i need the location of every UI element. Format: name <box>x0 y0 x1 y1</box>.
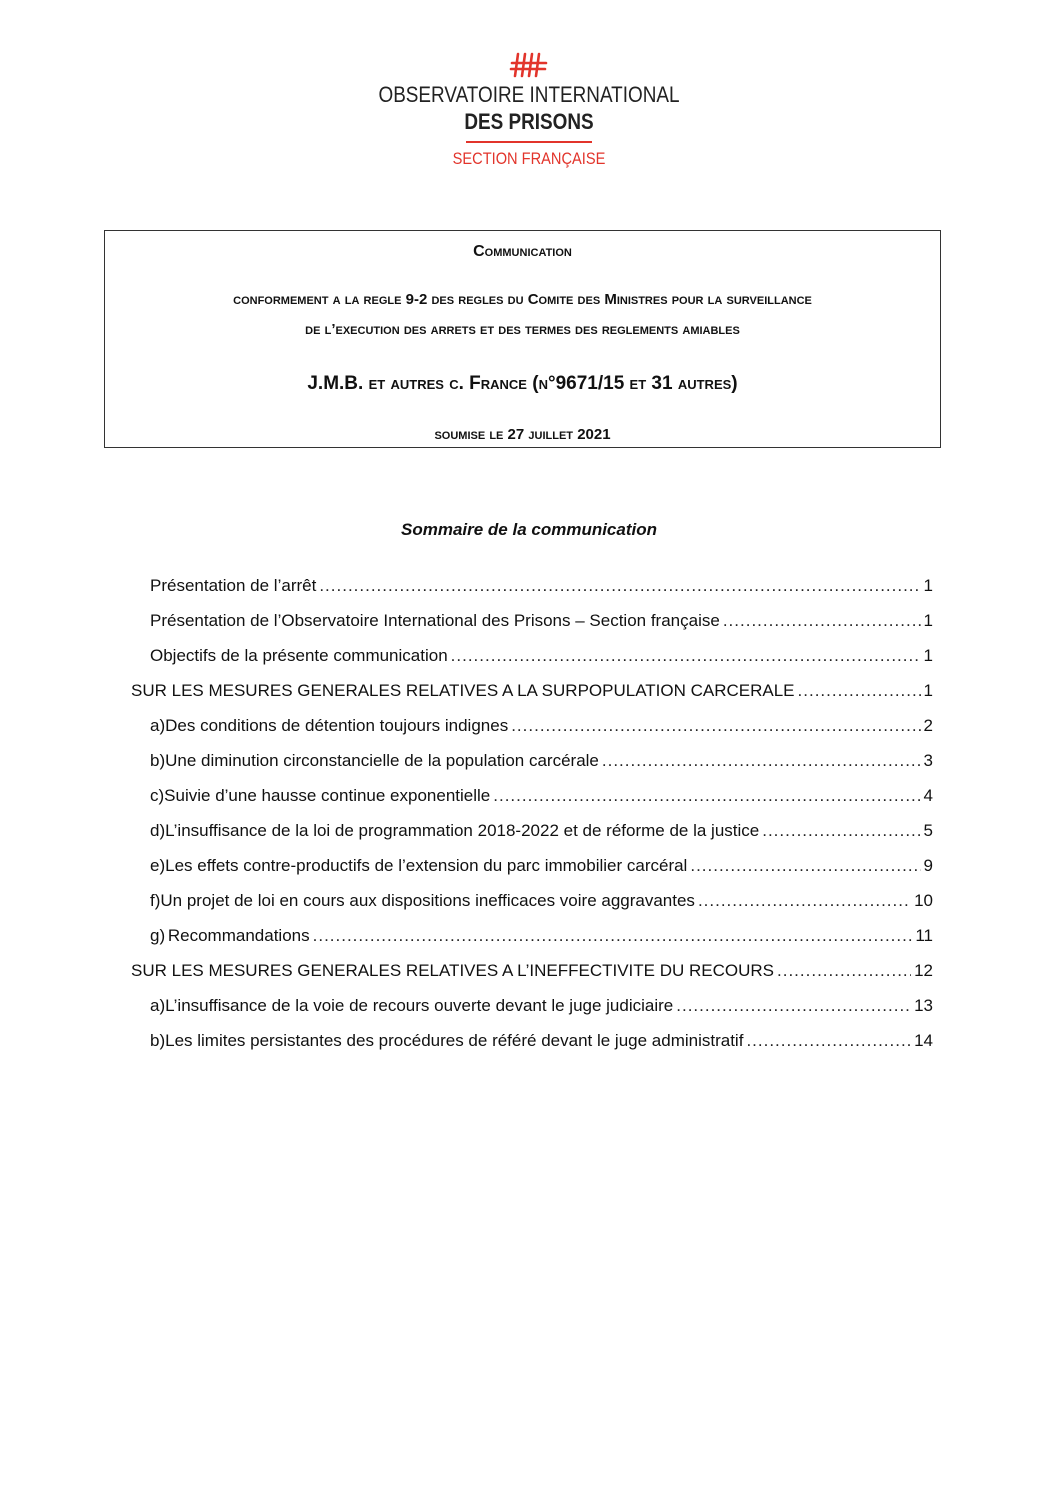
toc-item-text: Présentation de l’Observatoire International des Prisons – Section française <box>150 611 720 630</box>
toc-item-text: Présentation de l’arrêt <box>150 576 317 595</box>
toc-item-page: 2 <box>923 716 933 735</box>
submission-date: soumise le 27 juillet 2021 <box>434 426 611 443</box>
toc-item-text: L’insuffisance de la voie de recours ouverte devant le juge judiciaire <box>165 996 674 1015</box>
toc-item-letter: g) <box>150 926 166 945</box>
toc-item-letter: b) <box>150 751 166 770</box>
toc-item-letter: e) <box>150 856 166 875</box>
toc-leader-dots <box>511 712 920 740</box>
toc-item[interactable] <box>0 747 1058 775</box>
toc-item-page: 14 <box>914 1031 933 1050</box>
toc-item[interactable] <box>0 887 1058 915</box>
toc-leader-dots <box>746 1027 911 1055</box>
toc-leader-dots <box>313 922 913 950</box>
summary-title: Sommaire de la communication <box>400 520 657 539</box>
toc-item-text: L’insuffisance de la loi de programmation 2018-2022 et de réforme de la justice <box>165 821 760 840</box>
toc-item-text: SUR LES MESURES GENERALES RELATIVES A L’INEFFECTIVITE DU RECOURS <box>131 961 775 980</box>
toc-item-text: Les effets contre-productifs de l’extension du parc immobilier carcéral <box>165 856 688 875</box>
toc-item-letter: d) <box>150 821 166 840</box>
toc-leader-dots <box>319 572 920 600</box>
toc-item-text: Suivie d’une hausse continue exponentielle <box>164 786 491 805</box>
toc-item-text: Des conditions de détention toujours indignes <box>165 716 509 735</box>
toc-item-text: Les limites persistantes des procédures de référé devant le juge administratif <box>165 1031 744 1050</box>
toc-leader-dots <box>493 782 920 810</box>
box-subtitle-line1: conformement a la regle 9-2 des regles du Comite des Ministres pour la surveillance <box>233 291 812 308</box>
toc-item[interactable] <box>0 817 1058 845</box>
toc-item[interactable] <box>0 572 1058 600</box>
toc-leader-dots <box>762 817 920 845</box>
toc-item[interactable] <box>0 992 1058 1020</box>
toc-item[interactable] <box>0 607 1058 635</box>
toc-item-page: 13 <box>914 996 933 1015</box>
toc-leader-dots <box>777 957 911 985</box>
toc-item-text: Un projet de loi en cours aux dispositions inefficaces voire aggravantes <box>160 891 695 910</box>
toc-leader-dots <box>690 852 920 880</box>
toc-item[interactable] <box>0 922 1058 950</box>
toc-item-page: 1 <box>923 576 933 595</box>
toc-leader-dots <box>602 747 921 775</box>
toc-item-page: 1 <box>923 646 933 665</box>
toc-item-page: 11 <box>915 926 933 945</box>
toc-item-letter: c) <box>150 786 165 805</box>
toc-leader-dots <box>723 607 921 635</box>
toc-item-text: SUR LES MESURES GENERALES RELATIVES A LA SURPOPULATION CARCERALE <box>131 681 795 700</box>
toc-item-text: Une diminution circonstancielle de la population carcérale <box>165 751 599 770</box>
toc-item-text: Recommandations <box>167 926 310 945</box>
toc-leader-dots <box>798 677 921 705</box>
toc-item-text: Objectifs de la présente communication <box>150 646 448 665</box>
toc-item-letter: f) <box>150 891 161 910</box>
logo-org-name-bold: DES PRISONS <box>464 109 594 134</box>
toc-item[interactable] <box>0 1027 1058 1055</box>
prison-bars-icon <box>509 52 549 78</box>
toc-item[interactable] <box>0 782 1058 810</box>
toc-leader-dots <box>676 992 911 1020</box>
box-title: Communication <box>473 243 572 260</box>
case-title: J.M.B. et autres c. France (n°9671/15 et 31 autres) <box>307 373 738 394</box>
toc-leader-dots <box>451 642 921 670</box>
toc-item-page: 12 <box>914 961 933 980</box>
toc-item[interactable] <box>0 642 1058 670</box>
toc-item-letter: b) <box>150 1031 166 1050</box>
toc-item[interactable] <box>0 677 1058 705</box>
toc-item[interactable] <box>0 712 1058 740</box>
toc-item-page: 5 <box>923 821 933 840</box>
toc-item-page: 4 <box>923 786 933 805</box>
toc-leader-dots <box>698 887 911 915</box>
logo-section: SECTION FRANÇAISE <box>452 149 606 168</box>
toc-item-page: 3 <box>923 751 933 770</box>
toc-item-page: 1 <box>923 681 933 700</box>
toc-item-letter: a) <box>150 716 166 735</box>
toc-item-page: 10 <box>914 891 933 910</box>
toc-item[interactable] <box>0 957 1058 985</box>
toc-item[interactable] <box>0 852 1058 880</box>
toc-item-letter: a) <box>150 996 166 1015</box>
toc-item-page: 9 <box>923 856 933 875</box>
header-box <box>104 230 941 448</box>
box-subtitle-line2: de l’execution des arrets et des termes des reglements amiables <box>305 321 740 338</box>
logo-divider <box>466 141 592 143</box>
logo-org-name: OBSERVATOIRE INTERNATIONAL <box>378 82 680 107</box>
logo <box>0 52 1058 169</box>
toc-item-page: 1 <box>923 611 933 630</box>
